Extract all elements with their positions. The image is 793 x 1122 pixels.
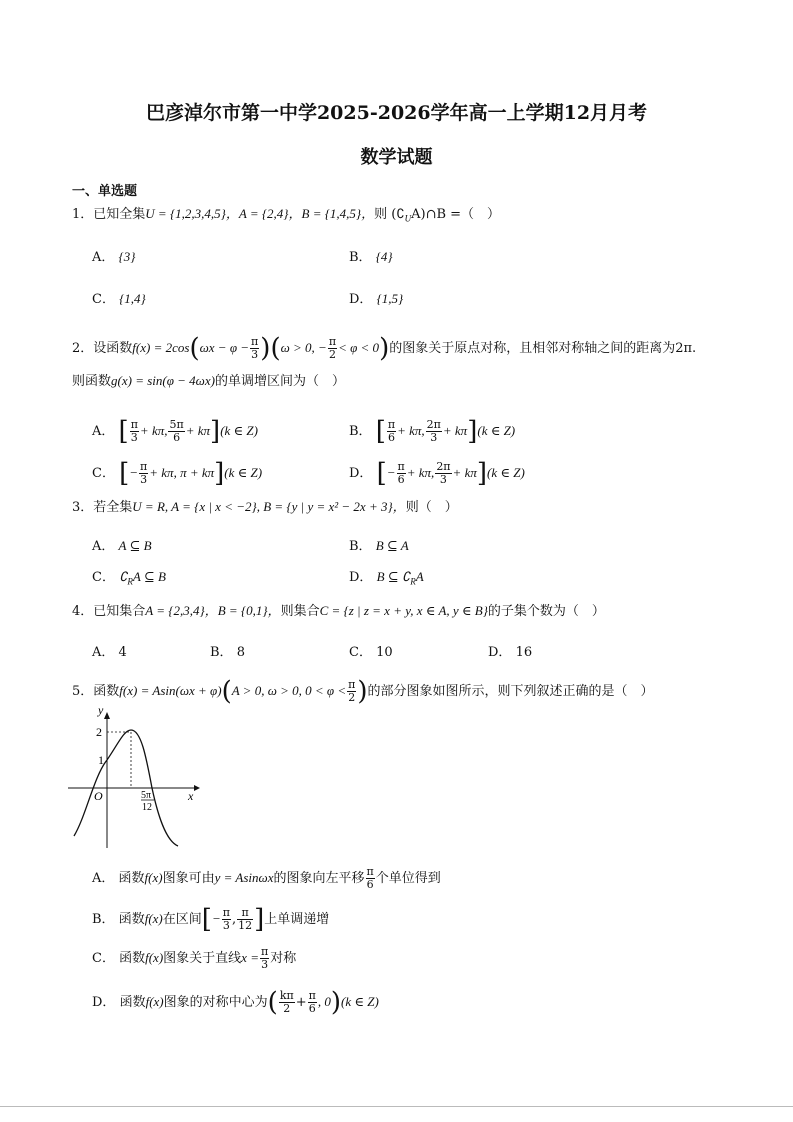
math-expression: −	[386, 465, 396, 480]
question-4	[72, 602, 605, 621]
option-label: B．	[349, 539, 372, 554]
question-text: 的图象关于原点对称，且相邻对称轴之间的距离为2π.	[389, 341, 697, 356]
math-expression: f(x)	[145, 994, 164, 1009]
math-expression: f(x)	[144, 870, 163, 885]
option-b[interactable]: B． 函数f(x)在区间[− $\frac{\pi}{3}$ , $\frac{\pi}{12}$ ]上单调递增	[92, 904, 330, 935]
option-label: C．	[349, 645, 372, 660]
question-1	[72, 205, 500, 228]
fraction: $\frac{\pi}{12}$	[238, 906, 253, 932]
math-expression: + kπ,	[406, 465, 435, 480]
question-text: 函数	[93, 684, 120, 699]
option-label: C．	[92, 292, 115, 307]
option-c[interactable]	[92, 944, 296, 973]
math-subscript: U	[404, 213, 412, 224]
math-expression: A = {2,3,4}，	[145, 603, 218, 618]
option-b[interactable]	[349, 537, 409, 556]
math-expression: y = Asinωx	[214, 870, 274, 885]
question-text: 若全集	[93, 500, 133, 515]
fraction: $\frac{\pi}{6}$	[366, 865, 374, 891]
question-number: 4．	[72, 604, 94, 619]
math-expression: −	[211, 911, 221, 926]
question-2-line2	[72, 372, 345, 391]
option-value: 8	[236, 645, 245, 660]
math-expression: ωx − φ −	[199, 340, 250, 355]
option-a[interactable]	[92, 248, 135, 267]
math-expression: + kπ, π + kπ	[149, 465, 215, 480]
fraction: $\frac{\pi}{2}$	[348, 678, 356, 704]
tick-label: 12	[142, 802, 152, 813]
question-text: 则函数	[72, 374, 112, 389]
question-number: 2．	[72, 341, 94, 356]
math-expression: U = {1,2,3,4,5}，	[145, 206, 239, 221]
math-expression: + kπ	[185, 423, 211, 438]
option-label: D．	[349, 570, 373, 585]
y-label: y	[98, 706, 104, 717]
option-label: A．	[92, 250, 115, 265]
math-expression: (k ∈ Z)	[220, 423, 258, 438]
option-d[interactable]	[349, 290, 403, 309]
question-text: 的部分图象如图所示，则下列叙述正确的是（ ）	[367, 684, 654, 699]
option-text: 在区间	[162, 912, 202, 927]
option-value: A ⊆ B	[132, 569, 166, 584]
math-expression: U = R, A = {x | x < −2}, B = {y | y = x² − 2x + 3}，	[132, 499, 406, 514]
question-3	[72, 498, 458, 517]
option-label: B．	[210, 645, 233, 660]
fraction: $\frac{2\pi}{3}$	[436, 460, 451, 486]
x-label: x	[188, 789, 194, 803]
option-value: 4	[118, 645, 127, 660]
fraction: $\frac{\pi}{6}$	[387, 418, 396, 444]
page-bottom-divider	[0, 1106, 793, 1107]
fraction: $\frac{\pi}{2}$	[328, 335, 337, 361]
option-text: 图象的对称中心为	[163, 995, 268, 1010]
option-c[interactable]: C． [− $\frac{\pi}{3}$ + kπ, π + kπ](k ∈ Z)	[92, 458, 263, 489]
fraction: $\frac{k\pi}{2}$	[279, 989, 294, 1015]
math-expression: < φ < 0	[338, 340, 380, 355]
option-label: B．	[349, 424, 372, 439]
math-expression: + kπ,	[139, 423, 168, 438]
option-label: B．	[349, 250, 372, 265]
option-text: 图象关于直线	[163, 951, 242, 966]
option-value: B ⊆ ∁	[376, 569, 411, 584]
tick-label: 2	[96, 725, 102, 739]
question-text: 的单调增区间为（ ）	[214, 374, 345, 389]
option-label: D．	[92, 995, 116, 1010]
question-text: 已知全集	[93, 207, 146, 222]
option-label: B．	[92, 912, 115, 927]
fraction: $\frac{\pi}{3}$	[222, 906, 230, 932]
question-number: 3．	[72, 500, 94, 515]
option-text: 的图象向左平移	[273, 871, 365, 886]
math-expression: , 0	[317, 994, 331, 1009]
question-text: 的子集个数为（ ）	[487, 604, 605, 619]
math-expression: f(x)	[144, 911, 163, 926]
option-text: 图象可由	[162, 871, 215, 886]
math-expression: f(x) = 2cos	[132, 340, 190, 355]
option-label: D．	[349, 292, 373, 307]
option-a[interactable]	[92, 864, 441, 893]
math-expression: ω > 0, −	[280, 340, 327, 355]
option-value: B ⊆ A	[375, 538, 409, 553]
fraction: $\frac{\pi}{3}$	[251, 335, 259, 361]
math-expression: −	[129, 465, 139, 480]
question-number: 1．	[72, 207, 94, 222]
option-a[interactable]	[92, 537, 152, 556]
math-expression: C = {z | z = x + y, x ∈ A, y ∈ B}	[319, 603, 488, 618]
option-text: 对称	[270, 951, 297, 966]
option-c[interactable]: C． $∁_RA$ ⊆ B	[92, 569, 166, 587]
math-expression: B = {1,4,5}，	[301, 206, 375, 221]
option-d[interactable]: D． B ⊆ $∁_RA$	[349, 569, 424, 587]
option-label: A．	[92, 645, 115, 660]
math-expression: (k ∈ Z)	[341, 994, 379, 1009]
option-text: 函数	[118, 871, 145, 886]
option-d[interactable]: D． 函数f(x)图象的对称中心为( $\frac{k\pi}{2}$ + $\frac{\pi}{6}$ , 0)(k ∈ Z)	[92, 987, 379, 1018]
fraction: $\frac{2\pi}{3}$	[426, 418, 441, 444]
fraction: $\frac{5\pi}{6}$	[169, 418, 184, 444]
math-expression: + kπ	[442, 423, 468, 438]
question-2: 2．设函数f(x) = 2cos(ωx − φ − $\frac{\pi}{3}$ )(ω > 0, − $\frac{\pi}{2}$ < φ < 0)的图象关于原点对称，且相邻对称轴之间的距离为2π.	[72, 333, 697, 364]
question-5: 5．函数f(x) = Asin(ωx + φ)(A > 0, ω > 0, 0 < φ < $\frac{\pi}{2}$ )的部分图象如图所示，则下列叙述正确的是（ ）	[72, 676, 654, 707]
option-b[interactable]	[349, 248, 393, 267]
math-expression: (k ∈ Z)	[477, 423, 516, 438]
option-c[interactable]	[349, 644, 393, 662]
option-text: 函数	[119, 995, 146, 1010]
x-axis-arrow-icon	[194, 785, 200, 791]
fraction: $\frac{\pi}{3}$	[130, 418, 138, 444]
math-expression: + kπ,	[397, 423, 425, 438]
option-value: {1,5}	[376, 291, 404, 306]
page-subtitle: 数学试题	[360, 147, 433, 168]
math-expression: B = {0,1}，	[217, 603, 281, 618]
option-a[interactable]	[92, 644, 127, 662]
option-label: C．	[92, 570, 115, 585]
option-label: A．	[92, 871, 115, 886]
math-expression: A > 0, ω > 0, 0 < φ <	[231, 683, 347, 698]
option-d[interactable]	[488, 644, 532, 662]
math-expression: (k ∈ Z)	[487, 465, 525, 480]
tick-label: 5π	[141, 790, 152, 801]
option-value: {3}	[118, 249, 136, 264]
question-text: 则集合	[280, 604, 320, 619]
math-expression: + kπ	[452, 465, 477, 480]
option-label: D．	[488, 645, 512, 660]
option-c[interactable]	[92, 290, 146, 309]
option-value: 10	[376, 645, 393, 660]
option-text: 函数	[118, 912, 145, 927]
origin-label: O	[94, 789, 103, 803]
question-number: 5．	[72, 684, 94, 699]
option-text: 上单调递增	[264, 912, 330, 927]
math-expression: f(x) = Asin(ωx + φ)	[119, 683, 222, 698]
question-text: 则 (∁	[374, 207, 405, 222]
option-value: 16	[515, 645, 533, 660]
page-title: 巴彦淖尔市第一中学2025-2026学年高一上学期12月月考	[145, 102, 648, 124]
fraction: $\frac{\pi}{3}$	[140, 460, 148, 486]
math-expression: g(x) = sin(φ − 4ωx)	[111, 373, 215, 388]
option-label: C．	[92, 951, 115, 966]
section-heading: 一、单选题	[72, 183, 138, 198]
question-text: 已知集合	[93, 604, 146, 619]
math-expression: f(x)	[145, 950, 164, 965]
math-expression: A = {2,4}，	[238, 206, 302, 221]
function-graph	[66, 706, 206, 851]
fraction: $\frac{\pi}{6}$	[397, 460, 405, 486]
option-label: A．	[92, 424, 115, 439]
option-d[interactable]: D． [− $\frac{\pi}{6}$ + kπ, $\frac{2\pi}{3}$ + kπ](k ∈ Z)	[349, 458, 525, 489]
math-expression: x =	[241, 950, 259, 965]
option-value: A ⊆ B	[118, 538, 152, 553]
tick-label: 1	[98, 753, 104, 767]
question-text: A)∩B =（ ）	[411, 207, 501, 222]
question-text: 设函数	[93, 341, 133, 356]
y-axis-arrow-icon	[104, 712, 110, 719]
option-label: C．	[92, 466, 115, 481]
option-label: D．	[349, 466, 373, 481]
option-a[interactable]: A． [ $\frac{\pi}{3}$ + kπ, $\frac{5\pi}{6}$ + kπ](k ∈ Z)	[92, 416, 258, 447]
option-text: 函数	[119, 951, 146, 966]
option-value: A	[415, 569, 424, 584]
option-value: ∁	[119, 569, 128, 584]
option-value: {4}	[375, 249, 393, 264]
option-b[interactable]: B． [ $\frac{\pi}{6}$ + kπ, $\frac{2\pi}{3}$ + kπ](k ∈ Z)	[349, 416, 516, 447]
fraction: $\frac{\pi}{3}$	[260, 945, 269, 971]
option-value: {1,4}	[119, 291, 146, 306]
option-text: 个单位得到	[375, 871, 441, 886]
question-text: 则（ ）	[405, 500, 458, 515]
math-expression: (k ∈ Z)	[224, 465, 263, 480]
option-label: A．	[92, 539, 115, 554]
fraction: $\frac{\pi}{6}$	[308, 989, 316, 1015]
option-b[interactable]	[210, 644, 245, 662]
